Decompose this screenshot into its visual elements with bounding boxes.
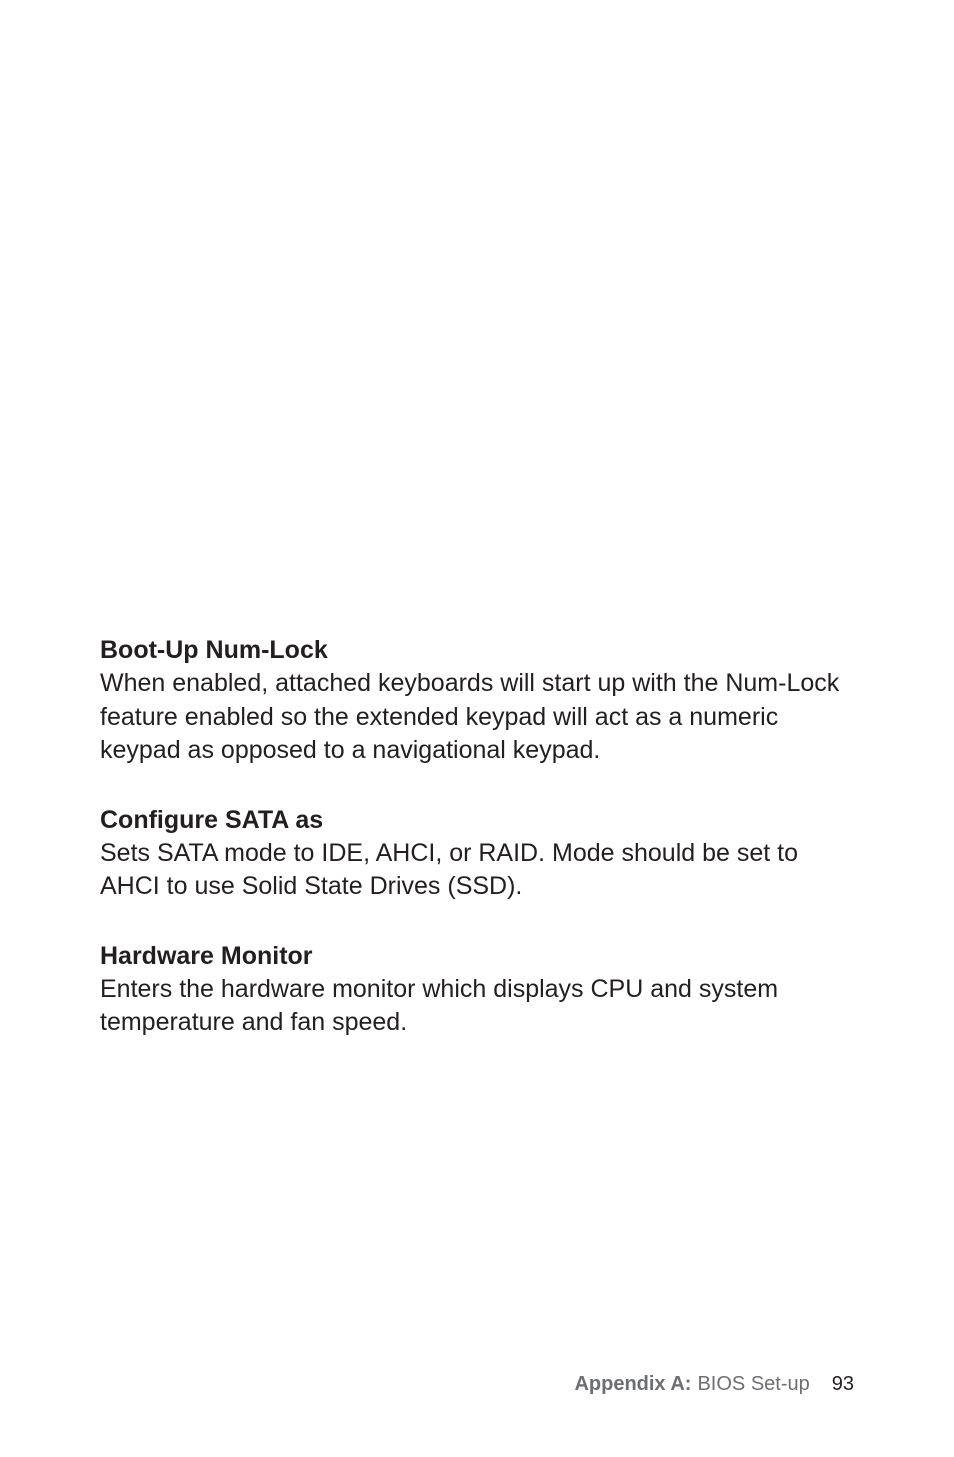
section-body: Sets SATA mode to IDE, AHCI, or RAID. Mode should be set to AHCI to use Solid State Drives (SSD). <box>100 838 798 900</box>
page-footer <box>574 1370 854 1398</box>
document-content <box>100 634 860 1076</box>
section-title: Configure SATA as <box>100 805 324 834</box>
section-body: Enters the hardware monitor which displays CPU and system temperature and fan speed. <box>100 974 779 1036</box>
section-title: Boot-Up Num-Lock <box>100 636 328 664</box>
section-boot-up-num-lock <box>100 634 860 768</box>
section-title: Hardware Monitor <box>100 941 313 970</box>
section-body: When enabled, attached keyboards will start up with the Num-Lock feature enabled so the extended keypad will act as a numeric keypad as opposed to a navigational keypad. <box>100 669 840 764</box>
footer-appendix-label: Appendix A: <box>574 1373 692 1395</box>
section-configure-sata <box>100 804 860 904</box>
section-hardware-monitor <box>100 940 860 1040</box>
footer-chapter-title: BIOS Set-up <box>697 1373 810 1395</box>
page-number: 93 <box>831 1373 854 1395</box>
